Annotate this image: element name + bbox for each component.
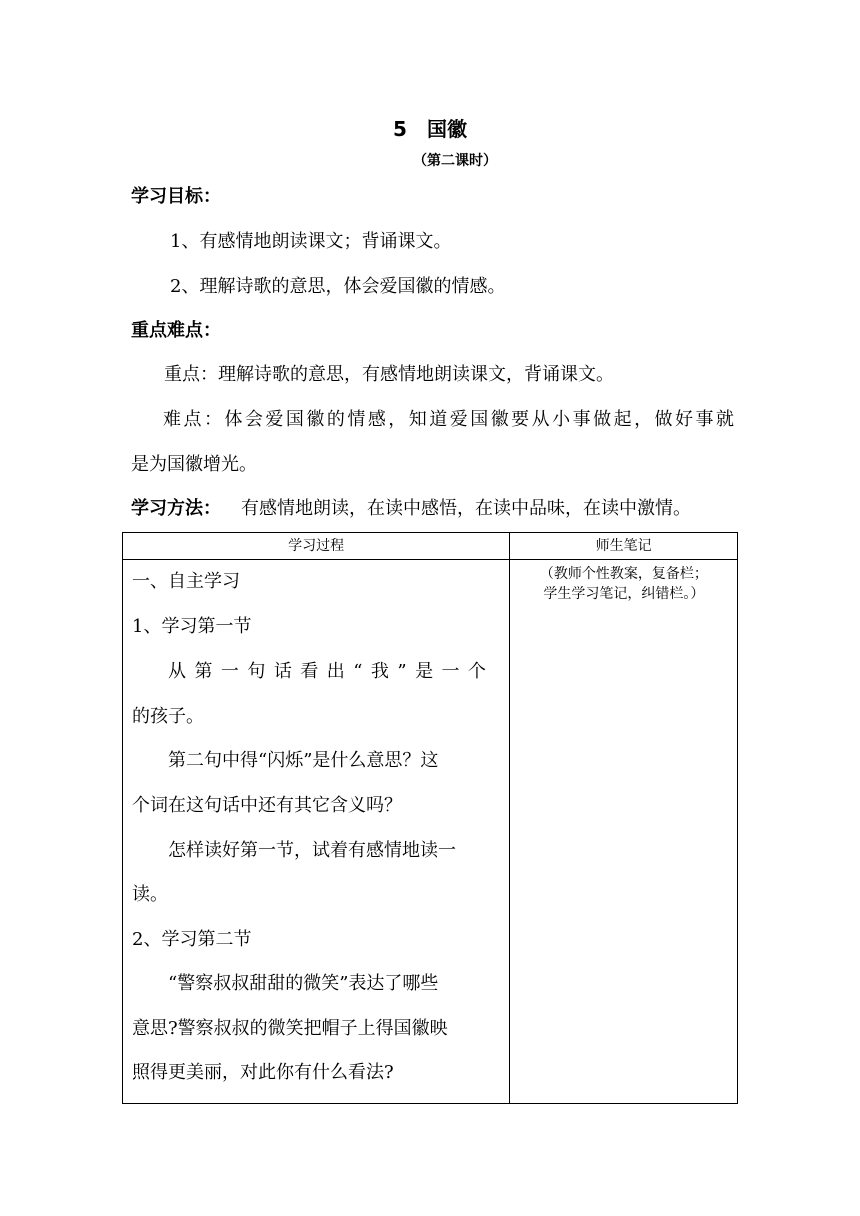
objective-item-2: 2、理解诗歌的意思，体会爱国徽的情感。 [170, 276, 506, 297]
method-heading: 学习方法： [131, 498, 221, 519]
paragraph-4-line-3: 照得更美丽，对此你有什么看法? [132, 1062, 394, 1083]
paragraph-2-line-2: 个词在这句话中还有其它含义吗？ [132, 795, 402, 816]
paragraph-1-line-2: 的孩子。 [132, 706, 204, 727]
paragraph-2-line-1: 第二句中得“闪烁”是什么意思？这 [168, 750, 439, 771]
paragraph-3-line-1: 怎样读好第一节，试着有感情地读一 [168, 840, 456, 861]
difficulty-text-line-1: 难点：体会爱国徽的情感，知道爱国徽要从小事做起，做好事就 [163, 409, 734, 430]
focus-text: 重点：理解诗歌的意思，有感情地朗读课文，背诵课文。 [164, 364, 614, 385]
objectives-heading: 学习目标： [131, 186, 221, 207]
page-subtitle: （第二课时） [413, 153, 497, 169]
study-table [122, 532, 738, 1104]
header-notes: 师生笔记 [510, 533, 738, 560]
page-title: 5 国徽 [393, 117, 467, 141]
method-text: 有感情地朗读，在读中感悟，在读中品味，在读中激情。 [241, 498, 691, 519]
section-self-study: 一、自主学习 [132, 571, 240, 592]
table-body-row [123, 560, 738, 1104]
paragraph-4-line-1: “警察叔叔甜甜的微笑”表达了哪些 [168, 973, 439, 994]
paragraph-4-line-2: 意思?警察叔叔的微笑把帽子上得国徽映 [132, 1018, 448, 1039]
notes-text [510, 564, 737, 604]
sub-section-1: 1、学习第一节 [132, 616, 252, 637]
key-points-heading: 重点难点： [131, 320, 221, 341]
header-process: 学习过程 [123, 533, 510, 560]
sub-section-2: 2、学习第二节 [132, 929, 252, 950]
paragraph-1-line-1: 从第一句话看出“我”是一个 [168, 661, 486, 682]
table-header-row [123, 533, 738, 560]
process-cell [123, 560, 510, 1104]
objective-item-1: 1、有感情地朗读课文；背诵课文。 [170, 231, 452, 252]
notes-line-2: 学生学习笔记，纠错栏。） [543, 586, 705, 602]
notes-line-1: （教师个性教案，复备栏； [539, 566, 708, 582]
difficulty-text-line-2: 是为国徽增光。 [131, 454, 257, 475]
paragraph-3-line-2: 读。 [132, 884, 168, 905]
notes-cell [510, 560, 738, 1104]
